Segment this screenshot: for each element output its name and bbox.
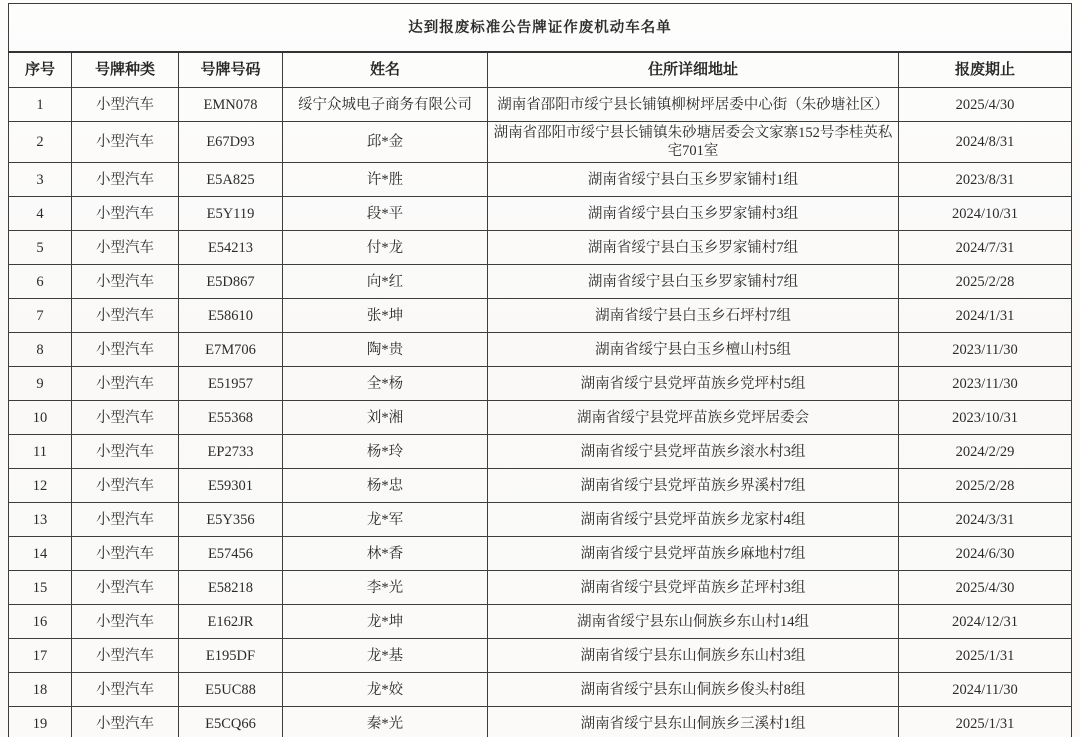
- cell-scrap-deadline: 2025/1/31: [899, 639, 1072, 673]
- cell-owner-name: 林*香: [283, 537, 488, 571]
- cell-scrap-deadline: 2023/8/31: [899, 163, 1072, 197]
- cell-plate-type: 小型汽车: [72, 571, 179, 605]
- cell-scrap-deadline: 2025/1/31: [899, 707, 1072, 737]
- cell-scrap-deadline: 2023/11/30: [899, 367, 1072, 401]
- cell-address: 湖南省绥宁县党坪苗族乡党坪居委会: [488, 401, 899, 435]
- cell-scrap-deadline: 2024/6/30: [899, 537, 1072, 571]
- cell-owner-name: 邱*金: [283, 122, 488, 163]
- cell-plate-number: E162JR: [179, 605, 283, 639]
- cell-plate-number: E5UC88: [179, 673, 283, 707]
- cell-owner-name: 龙*基: [283, 639, 488, 673]
- cell-address: 湖南省绥宁县东山侗族乡三溪村1组: [488, 707, 899, 737]
- cell-serial-number: 16: [9, 605, 72, 639]
- cell-plate-number: E5D867: [179, 265, 283, 299]
- cell-serial-number: 19: [9, 707, 72, 737]
- cell-plate-type: 小型汽车: [72, 122, 179, 163]
- cell-plate-number: E5Y119: [179, 197, 283, 231]
- cell-plate-type: 小型汽车: [72, 707, 179, 737]
- cell-plate-type: 小型汽车: [72, 435, 179, 469]
- cell-plate-type: 小型汽车: [72, 469, 179, 503]
- cell-owner-name: 杨*忠: [283, 469, 488, 503]
- column-header-plate-type: 号牌种类: [72, 52, 179, 88]
- cell-plate-type: 小型汽车: [72, 367, 179, 401]
- document-title: 达到报废标准公告牌证作废机动车名单: [9, 4, 1072, 53]
- cell-owner-name: 全*杨: [283, 367, 488, 401]
- cell-owner-name: 许*胜: [283, 163, 488, 197]
- cell-owner-name: 龙*军: [283, 503, 488, 537]
- cell-owner-name: 向*红: [283, 265, 488, 299]
- vehicle-scrap-table: [8, 3, 1072, 737]
- cell-owner-name: 李*光: [283, 571, 488, 605]
- cell-serial-number: 1: [9, 88, 72, 122]
- cell-owner-name: 秦*光: [283, 707, 488, 737]
- cell-address: 湖南省绥宁县白玉乡檀山村5组: [488, 333, 899, 367]
- cell-address: 湖南省邵阳市绥宁县长铺镇朱砂塘居委会文家寨152号李桂英私宅701室: [488, 122, 899, 163]
- column-header-scrap-deadline: 报废期止: [899, 52, 1072, 88]
- cell-owner-name: 龙*姣: [283, 673, 488, 707]
- cell-plate-number: E58610: [179, 299, 283, 333]
- cell-address: 湖南省绥宁县党坪苗族乡界溪村7组: [488, 469, 899, 503]
- cell-plate-type: 小型汽车: [72, 605, 179, 639]
- cell-serial-number: 11: [9, 435, 72, 469]
- cell-serial-number: 15: [9, 571, 72, 605]
- cell-scrap-deadline: 2025/4/30: [899, 571, 1072, 605]
- table-row: [9, 401, 1072, 435]
- cell-plate-type: 小型汽车: [72, 197, 179, 231]
- cell-plate-number: EMN078: [179, 88, 283, 122]
- column-header-plate-number: 号牌号码: [179, 52, 283, 88]
- column-header-address: 住所详细地址: [488, 52, 899, 88]
- cell-serial-number: 13: [9, 503, 72, 537]
- cell-address: 湖南省绥宁县东山侗族乡俊头村8组: [488, 673, 899, 707]
- table-row: [9, 299, 1072, 333]
- cell-scrap-deadline: 2025/2/28: [899, 265, 1072, 299]
- cell-plate-type: 小型汽车: [72, 673, 179, 707]
- cell-plate-number: E54213: [179, 231, 283, 265]
- cell-address: 湖南省绥宁县党坪苗族乡党坪村5组: [488, 367, 899, 401]
- cell-plate-type: 小型汽车: [72, 265, 179, 299]
- cell-serial-number: 17: [9, 639, 72, 673]
- cell-serial-number: 12: [9, 469, 72, 503]
- cell-address: 湖南省绥宁县白玉乡石坪村7组: [488, 299, 899, 333]
- cell-plate-number: E5Y356: [179, 503, 283, 537]
- cell-plate-type: 小型汽车: [72, 401, 179, 435]
- cell-scrap-deadline: 2024/10/31: [899, 197, 1072, 231]
- table-row: [9, 707, 1072, 737]
- cell-address: 湖南省绥宁县白玉乡罗家铺村3组: [488, 197, 899, 231]
- cell-address: 湖南省绥宁县白玉乡罗家铺村1组: [488, 163, 899, 197]
- cell-scrap-deadline: 2024/12/31: [899, 605, 1072, 639]
- cell-serial-number: 18: [9, 673, 72, 707]
- cell-plate-type: 小型汽车: [72, 163, 179, 197]
- cell-address: 湖南省绥宁县东山侗族乡东山村3组: [488, 639, 899, 673]
- cell-serial-number: 7: [9, 299, 72, 333]
- cell-plate-type: 小型汽车: [72, 88, 179, 122]
- table-row: [9, 503, 1072, 537]
- table-row: [9, 88, 1072, 122]
- cell-address: 湖南省绥宁县白玉乡罗家铺村7组: [488, 265, 899, 299]
- cell-scrap-deadline: 2025/2/28: [899, 469, 1072, 503]
- cell-owner-name: 付*龙: [283, 231, 488, 265]
- table-body: [9, 88, 1072, 737]
- cell-scrap-deadline: 2024/7/31: [899, 231, 1072, 265]
- cell-scrap-deadline: 2024/1/31: [899, 299, 1072, 333]
- cell-scrap-deadline: 2024/11/30: [899, 673, 1072, 707]
- cell-plate-number: E59301: [179, 469, 283, 503]
- cell-owner-name: 陶*贵: [283, 333, 488, 367]
- cell-plate-number: E57456: [179, 537, 283, 571]
- cell-owner-name: 杨*玲: [283, 435, 488, 469]
- title-row: [9, 4, 1072, 53]
- cell-plate-number: E195DF: [179, 639, 283, 673]
- cell-plate-type: 小型汽车: [72, 299, 179, 333]
- cell-plate-number: E7M706: [179, 333, 283, 367]
- table-row: [9, 435, 1072, 469]
- cell-serial-number: 14: [9, 537, 72, 571]
- header-row: [9, 52, 1072, 88]
- table-row: [9, 537, 1072, 571]
- cell-scrap-deadline: 2023/10/31: [899, 401, 1072, 435]
- table-row: [9, 333, 1072, 367]
- table-row: [9, 265, 1072, 299]
- cell-serial-number: 6: [9, 265, 72, 299]
- cell-plate-number: E5CQ66: [179, 707, 283, 737]
- cell-plate-number: E55368: [179, 401, 283, 435]
- cell-serial-number: 5: [9, 231, 72, 265]
- table-row: [9, 639, 1072, 673]
- cell-plate-type: 小型汽车: [72, 333, 179, 367]
- cell-address: 湖南省绥宁县党坪苗族乡麻地村7组: [488, 537, 899, 571]
- cell-plate-number: E5A825: [179, 163, 283, 197]
- table-row: [9, 197, 1072, 231]
- cell-plate-number: E58218: [179, 571, 283, 605]
- cell-owner-name: 张*坤: [283, 299, 488, 333]
- cell-owner-name: 绥宁众城电子商务有限公司: [283, 88, 488, 122]
- cell-serial-number: 3: [9, 163, 72, 197]
- cell-plate-type: 小型汽车: [72, 537, 179, 571]
- cell-plate-type: 小型汽车: [72, 639, 179, 673]
- cell-plate-number: EP2733: [179, 435, 283, 469]
- cell-address: 湖南省绥宁县党坪苗族乡滚水村3组: [488, 435, 899, 469]
- table-row: [9, 367, 1072, 401]
- column-header-serial-number: 序号: [9, 52, 72, 88]
- cell-serial-number: 8: [9, 333, 72, 367]
- cell-scrap-deadline: 2023/11/30: [899, 333, 1072, 367]
- cell-scrap-deadline: 2024/3/31: [899, 503, 1072, 537]
- cell-plate-number: E67D93: [179, 122, 283, 163]
- table-row: [9, 163, 1072, 197]
- cell-owner-name: 刘*湘: [283, 401, 488, 435]
- cell-address: 湖南省绥宁县党坪苗族乡龙家村4组: [488, 503, 899, 537]
- table-row: [9, 673, 1072, 707]
- cell-owner-name: 龙*坤: [283, 605, 488, 639]
- cell-serial-number: 10: [9, 401, 72, 435]
- table-row: [9, 122, 1072, 163]
- cell-serial-number: 2: [9, 122, 72, 163]
- cell-scrap-deadline: 2025/4/30: [899, 88, 1072, 122]
- cell-plate-type: 小型汽车: [72, 231, 179, 265]
- table-row: [9, 571, 1072, 605]
- cell-owner-name: 段*平: [283, 197, 488, 231]
- cell-address: 湖南省绥宁县白玉乡罗家铺村7组: [488, 231, 899, 265]
- column-header-owner-name: 姓名: [283, 52, 488, 88]
- cell-address: 湖南省绥宁县党坪苗族乡芷坪村3组: [488, 571, 899, 605]
- cell-scrap-deadline: 2024/2/29: [899, 435, 1072, 469]
- cell-plate-number: E51957: [179, 367, 283, 401]
- table-row: [9, 469, 1072, 503]
- cell-address: 湖南省绥宁县东山侗族乡东山村14组: [488, 605, 899, 639]
- cell-scrap-deadline: 2024/8/31: [899, 122, 1072, 163]
- cell-plate-type: 小型汽车: [72, 503, 179, 537]
- table-row: [9, 605, 1072, 639]
- cell-address: 湖南省邵阳市绥宁县长铺镇柳树坪居委中心街（朱砂塘社区）: [488, 88, 899, 122]
- table-row: [9, 231, 1072, 265]
- cell-serial-number: 9: [9, 367, 72, 401]
- cell-serial-number: 4: [9, 197, 72, 231]
